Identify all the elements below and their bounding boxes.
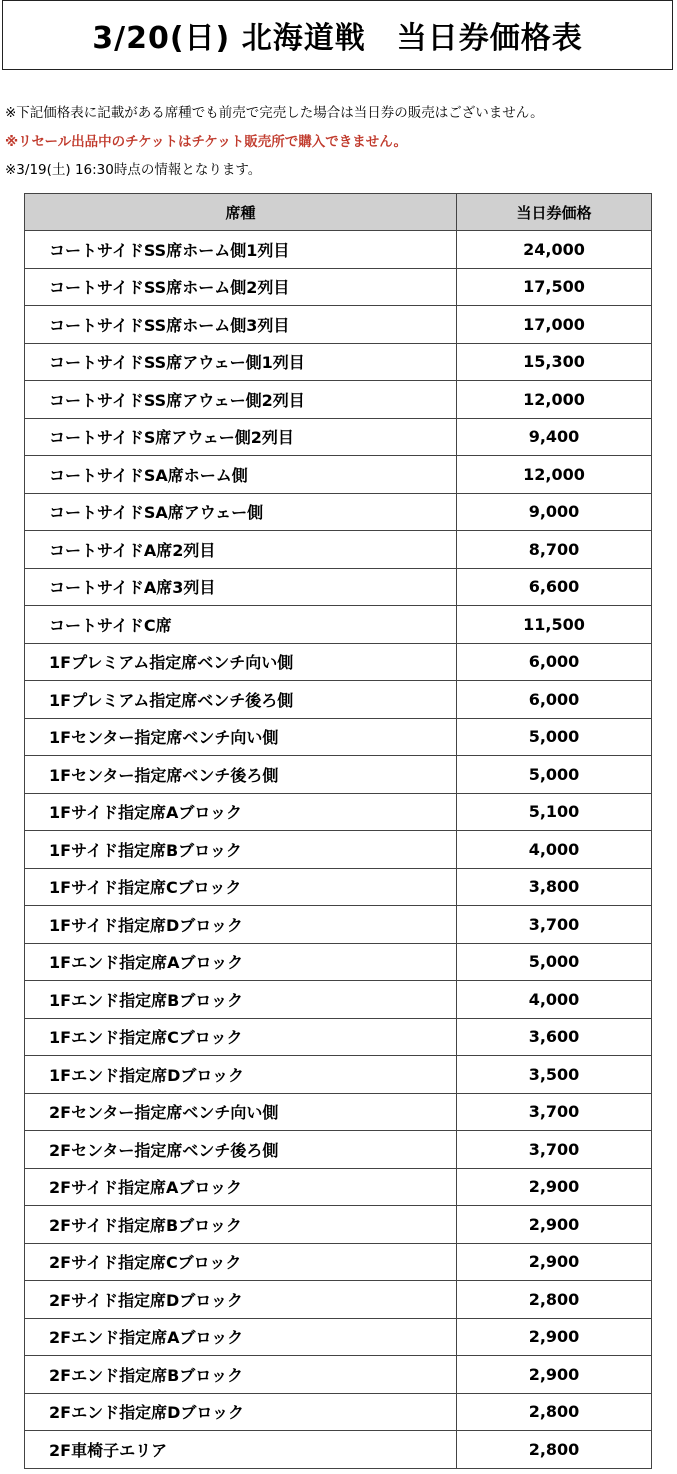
seat-type-cell: 1Fプレミアム指定席ベンチ向い側 — [25, 643, 457, 681]
price-cell: 12,000 — [457, 381, 652, 419]
seat-type-cell: 1Fセンター指定席ベンチ後ろ側 — [25, 756, 457, 794]
table-row — [25, 643, 652, 681]
table-row — [25, 1018, 652, 1056]
table-row — [25, 1356, 652, 1394]
price-cell: 5,100 — [457, 793, 652, 831]
table-row — [25, 456, 652, 494]
seat-type-cell: コートサイドSS席ホーム側2列目 — [25, 268, 457, 306]
seat-type-cell: コートサイドSS席ホーム側1列目 — [25, 231, 457, 269]
table-row — [25, 1131, 652, 1169]
seat-type-cell: 1Fエンド指定席Cブロック — [25, 1018, 457, 1056]
notes-section — [5, 99, 673, 185]
price-cell: 6,600 — [457, 568, 652, 606]
table-row — [25, 718, 652, 756]
price-cell: 2,900 — [457, 1356, 652, 1394]
seat-type-cell: コートサイドSS席ホーム側3列目 — [25, 306, 457, 344]
seat-type-cell: 2Fエンド指定席Bブロック — [25, 1356, 457, 1394]
seat-type-cell: コートサイドC席 — [25, 606, 457, 644]
table-row — [25, 268, 652, 306]
seat-type-cell: 1Fエンド指定席Bブロック — [25, 981, 457, 1019]
table-row — [25, 981, 652, 1019]
table-row — [25, 793, 652, 831]
table-header-row — [25, 194, 652, 231]
seat-type-cell: コートサイドA席2列目 — [25, 531, 457, 569]
table-row — [25, 381, 652, 419]
price-table — [24, 193, 652, 1469]
seat-type-cell: 1Fサイド指定席Bブロック — [25, 831, 457, 869]
price-cell: 6,000 — [457, 643, 652, 681]
seat-type-cell: 2Fエンド指定席Aブロック — [25, 1318, 457, 1356]
table-row — [25, 306, 652, 344]
table-row — [25, 943, 652, 981]
seat-type-cell: 1Fプレミアム指定席ベンチ後ろ側 — [25, 681, 457, 719]
seat-type-cell: 1Fエンド指定席Aブロック — [25, 943, 457, 981]
seat-type-cell: コートサイドSA席ホーム側 — [25, 456, 457, 494]
price-cell: 17,000 — [457, 306, 652, 344]
price-cell: 3,700 — [457, 906, 652, 944]
seat-type-cell: 1Fサイド指定席Cブロック — [25, 868, 457, 906]
table-row — [25, 606, 652, 644]
price-cell: 9,400 — [457, 418, 652, 456]
seat-type-cell: 2Fセンター指定席ベンチ向い側 — [25, 1093, 457, 1131]
price-cell: 3,700 — [457, 1131, 652, 1169]
table-row — [25, 1318, 652, 1356]
price-cell: 2,800 — [457, 1281, 652, 1319]
seat-type-cell: 1Fセンター指定席ベンチ向い側 — [25, 718, 457, 756]
price-cell: 2,900 — [457, 1168, 652, 1206]
price-cell: 2,800 — [457, 1393, 652, 1431]
table-row — [25, 1431, 652, 1469]
price-cell: 3,500 — [457, 1056, 652, 1094]
column-header-price: 当日券価格 — [457, 194, 652, 231]
table-row — [25, 568, 652, 606]
seat-type-cell: 2Fセンター指定席ベンチ後ろ側 — [25, 1131, 457, 1169]
price-cell: 6,000 — [457, 681, 652, 719]
seat-type-cell: 2Fサイド指定席Dブロック — [25, 1281, 457, 1319]
table-row — [25, 681, 652, 719]
seat-type-cell: 2Fエンド指定席Dブロック — [25, 1393, 457, 1431]
table-row — [25, 493, 652, 531]
price-cell: 2,900 — [457, 1206, 652, 1244]
price-cell: 3,700 — [457, 1093, 652, 1131]
seat-type-cell: コートサイドSA席アウェー側 — [25, 493, 457, 531]
page-title: 3/20(日) 北海道戦 当日券価格表 — [92, 21, 583, 56]
price-cell: 5,000 — [457, 756, 652, 794]
table-row — [25, 831, 652, 869]
table-row — [25, 1168, 652, 1206]
price-cell: 12,000 — [457, 456, 652, 494]
table-row — [25, 906, 652, 944]
seat-type-cell: コートサイドSS席アウェー側2列目 — [25, 381, 457, 419]
price-cell: 2,900 — [457, 1318, 652, 1356]
seat-type-cell: コートサイドA席3列目 — [25, 568, 457, 606]
seat-type-cell: 2Fサイド指定席Bブロック — [25, 1206, 457, 1244]
table-row — [25, 418, 652, 456]
note-resale-warning: ※リセール出品中のチケットはチケット販売所で購入できません。 — [5, 133, 408, 150]
price-cell: 5,000 — [457, 943, 652, 981]
price-cell: 24,000 — [457, 231, 652, 269]
table-row — [25, 1393, 652, 1431]
table-row — [25, 1243, 652, 1281]
title-box — [2, 0, 673, 70]
seat-type-cell: 1Fサイド指定席Dブロック — [25, 906, 457, 944]
note-info-timestamp: ※3/19(土) 16:30時点の情報となります。 — [5, 162, 262, 178]
price-cell: 15,300 — [457, 343, 652, 381]
price-cell: 2,800 — [457, 1431, 652, 1469]
price-cell: 9,000 — [457, 493, 652, 531]
table-row — [25, 231, 652, 269]
seat-type-cell: コートサイドS席アウェー側2列目 — [25, 418, 457, 456]
table-row — [25, 1281, 652, 1319]
price-cell: 11,500 — [457, 606, 652, 644]
price-cell: 3,800 — [457, 868, 652, 906]
price-cell: 17,500 — [457, 268, 652, 306]
table-row — [25, 1206, 652, 1244]
table-row — [25, 756, 652, 794]
table-row — [25, 1093, 652, 1131]
table-row — [25, 343, 652, 381]
price-cell: 4,000 — [457, 981, 652, 1019]
price-cell: 3,600 — [457, 1018, 652, 1056]
column-header-seat: 席種 — [25, 194, 457, 231]
table-row — [25, 531, 652, 569]
seat-type-cell: 2Fサイド指定席Aブロック — [25, 1168, 457, 1206]
note-sold-out: ※下記価格表に記載がある席種でも前売で完売した場合は当日券の販売はございません。 — [5, 105, 544, 121]
table-body — [25, 231, 652, 1469]
table-row — [25, 868, 652, 906]
price-cell: 8,700 — [457, 531, 652, 569]
seat-type-cell: 2Fサイド指定席Cブロック — [25, 1243, 457, 1281]
seat-type-cell: コートサイドSS席アウェー側1列目 — [25, 343, 457, 381]
price-cell: 2,900 — [457, 1243, 652, 1281]
seat-type-cell: 2F車椅子エリア — [25, 1431, 457, 1469]
table-row — [25, 1056, 652, 1094]
seat-type-cell: 1Fエンド指定席Dブロック — [25, 1056, 457, 1094]
price-cell: 4,000 — [457, 831, 652, 869]
price-cell: 5,000 — [457, 718, 652, 756]
seat-type-cell: 1Fサイド指定席Aブロック — [25, 793, 457, 831]
